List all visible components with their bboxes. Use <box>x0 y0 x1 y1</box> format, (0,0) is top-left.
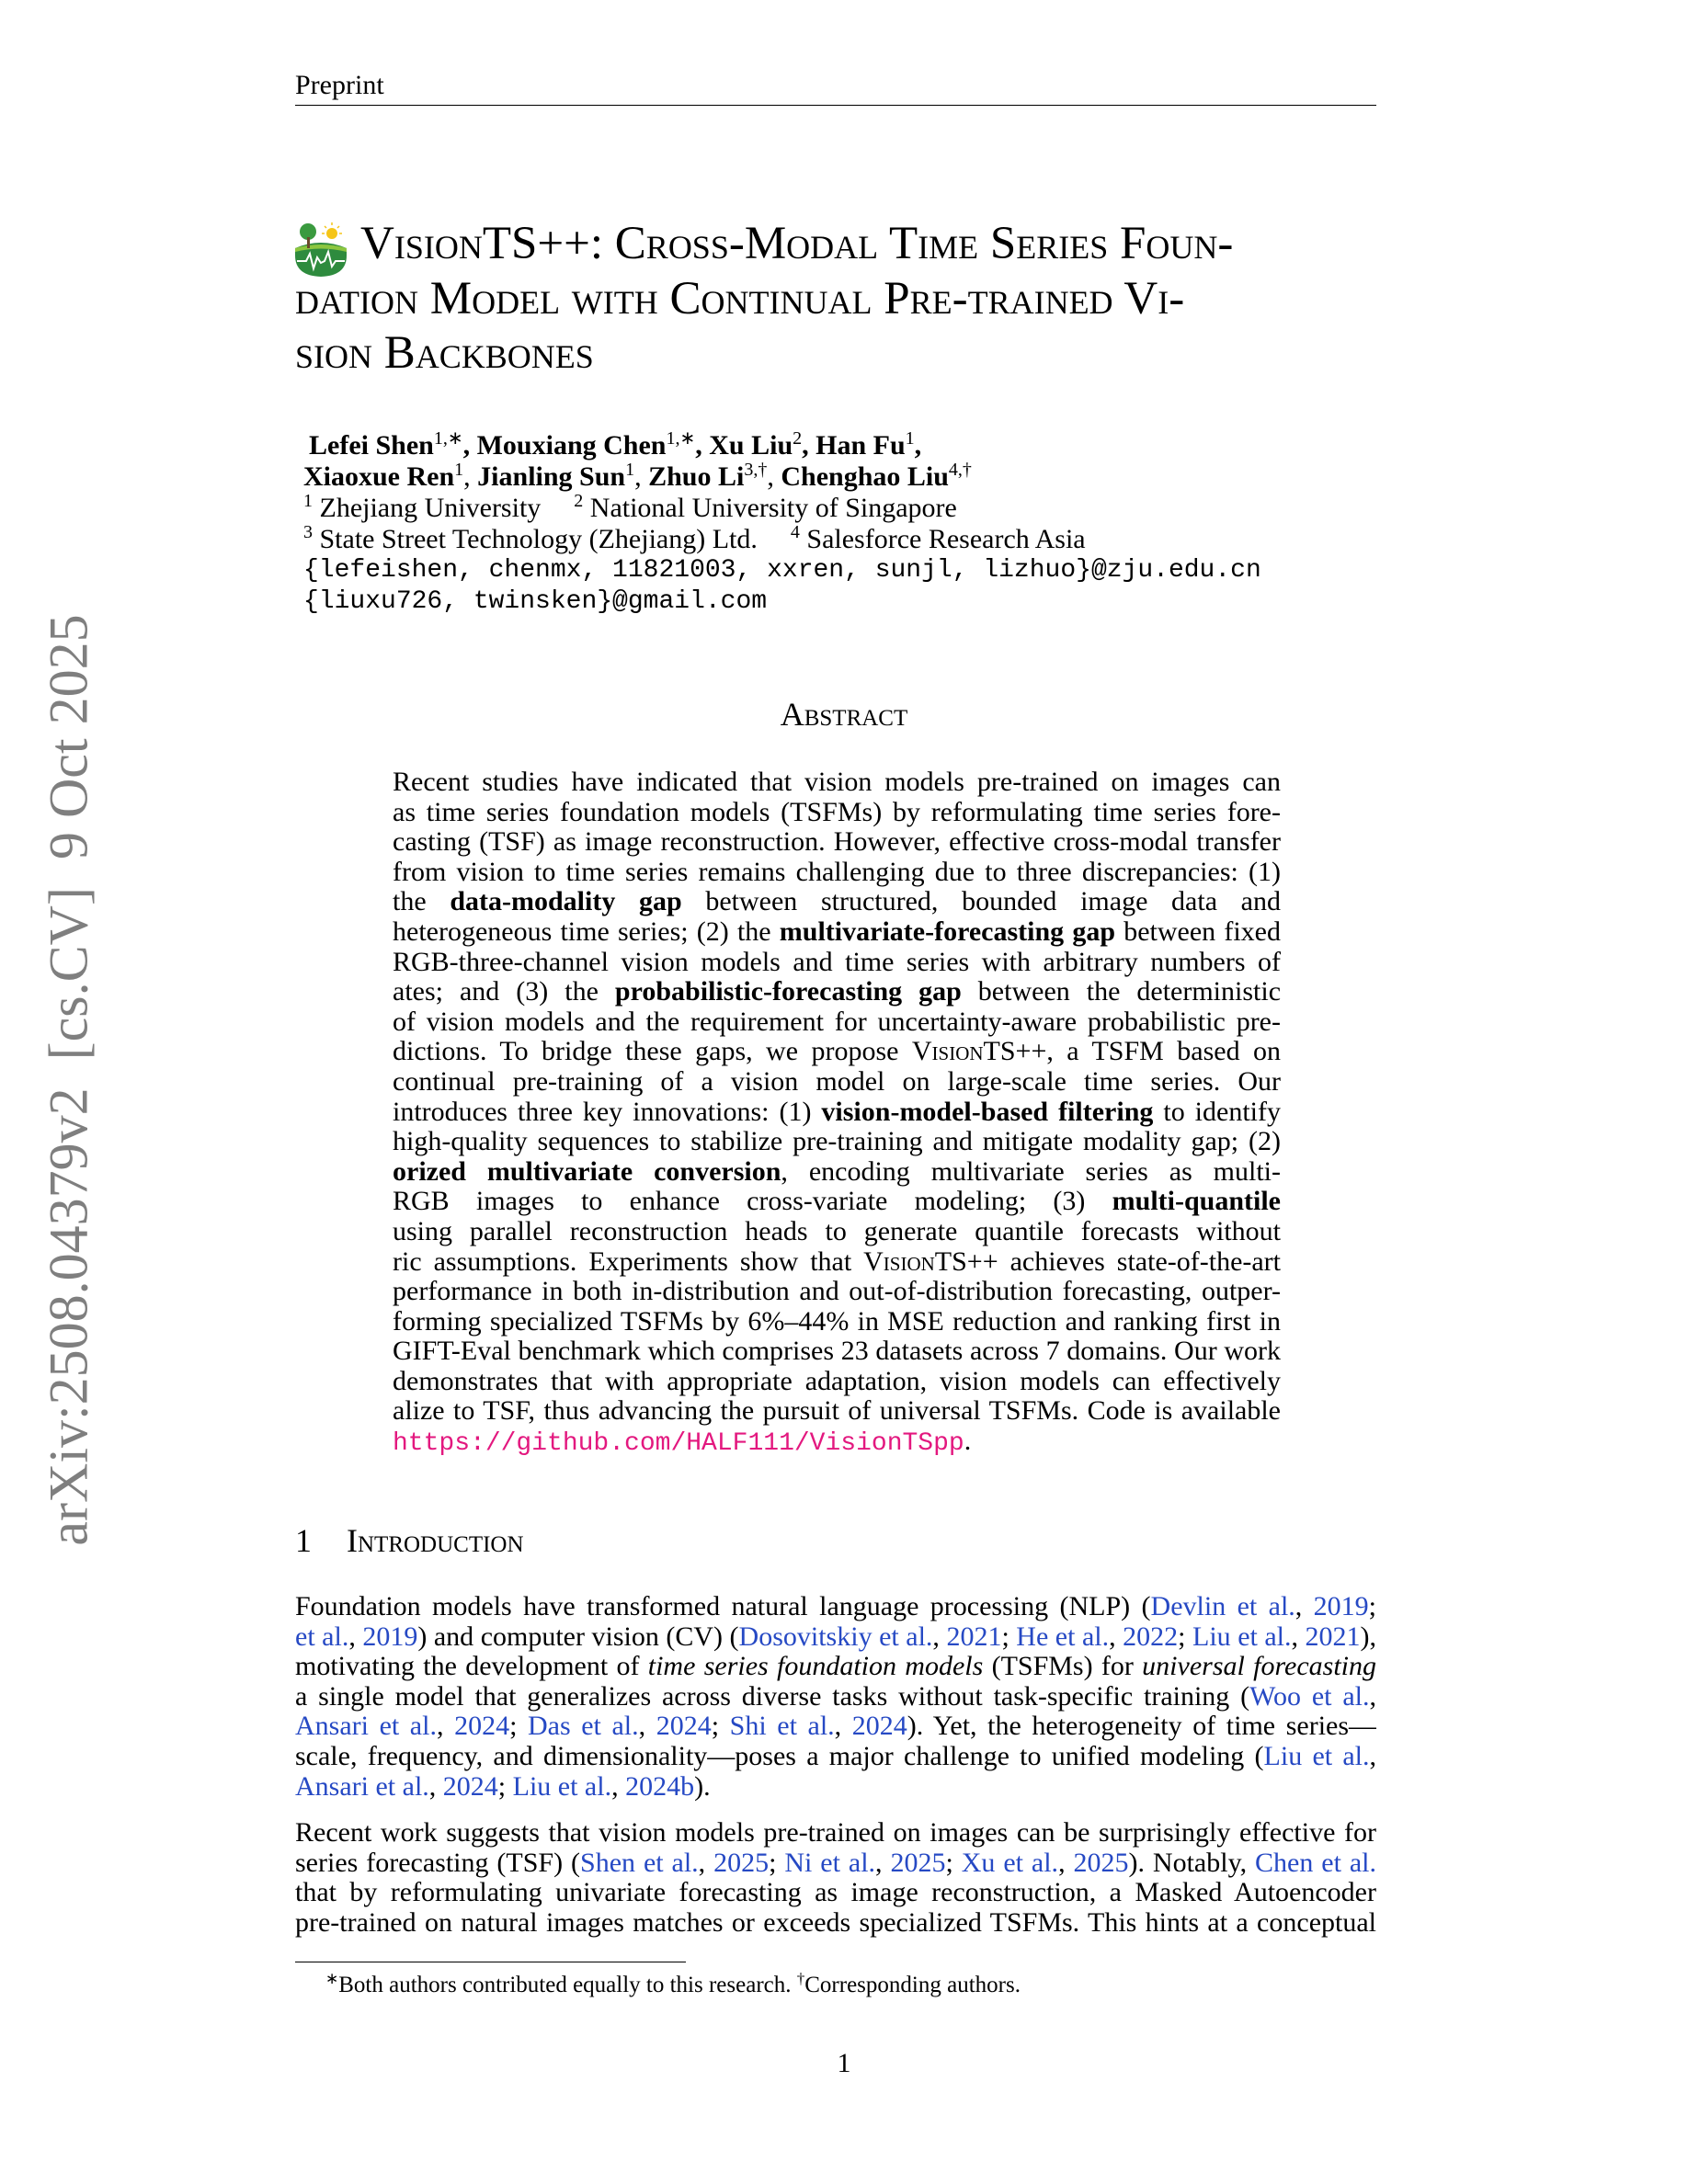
text-span: between fixed <box>1115 916 1281 947</box>
citation-link[interactable]: 2022 <box>1123 1621 1179 1652</box>
citation-link[interactable]: Liu et al. <box>1192 1621 1292 1652</box>
section-title: Introduction <box>347 1522 524 1559</box>
affil-number: 4 <box>790 522 800 542</box>
footnote-text: Both authors contributed equally to this research. <box>338 1973 792 1997</box>
text-line <box>393 1067 1281 1098</box>
citation-link[interactable]: et al. <box>295 1621 349 1652</box>
text-span: ; <box>769 1848 785 1878</box>
text-span: Foundation models have transformed natural language processing (NLP) ( <box>295 1592 1151 1621</box>
affil-number: 2 <box>574 491 584 511</box>
author-affil-mark: 1 <box>625 460 635 480</box>
text-span: , a TSFM based on <box>1046 1037 1281 1067</box>
text-line <box>393 1277 1281 1307</box>
text-span: ; <box>945 1848 962 1878</box>
affil-number: 1 <box>303 491 313 511</box>
author-name: Xu Liu <box>709 430 793 461</box>
affil-number: 3 <box>303 522 313 542</box>
italic-term: time series foundation models <box>647 1652 984 1682</box>
footnote-text: Corresponding authors. <box>804 1973 1021 1997</box>
text-line <box>393 1217 1281 1247</box>
text-span: forming specialized TSFMs by 6%–44% in MSE reduction and ranking first in <box>393 1306 1281 1337</box>
text-line <box>393 1187 1281 1217</box>
text-line <box>393 1307 1281 1337</box>
text-line <box>393 858 1281 888</box>
email-line: {lefeishen, chenmx, 11821003, xxren, sunjl, lizhuo}@zju.edu.cn <box>303 556 1261 585</box>
text-span: ; <box>1001 1621 1017 1652</box>
text-line <box>393 1367 1281 1397</box>
affiliation: State Street Technology (Zhejiang) Ltd. <box>319 524 758 554</box>
text-span: series forecasting (TSF) ( <box>295 1848 581 1878</box>
text-span: that by reformulating univariate forecasting as image reconstruction, a Masked Autoencoder <box>295 1878 1376 1908</box>
text-span: GIFT-Eval benchmark which comprises 23 datasets across 7 domains. Our work <box>393 1337 1281 1367</box>
citation-link[interactable]: 2021 <box>1305 1621 1361 1652</box>
citation-link[interactable]: Devlin et al. <box>1150 1592 1295 1621</box>
citation-link[interactable]: 2024 <box>442 1771 498 1802</box>
text-line <box>295 1772 1376 1803</box>
text-span: motivating the development of <box>295 1652 648 1682</box>
text-span: , <box>698 1848 714 1878</box>
text-span: , <box>638 1712 656 1742</box>
text-line <box>393 1007 1281 1038</box>
citation-link[interactable]: Shi et al. <box>729 1712 835 1742</box>
author-affil-mark: 1,∗ <box>666 428 696 449</box>
text-span: ; <box>1178 1621 1193 1652</box>
text-line <box>393 948 1281 978</box>
text-line <box>295 1878 1376 1908</box>
footnote-mark: ∗ <box>325 1970 339 1987</box>
text-span: , <box>1058 1848 1074 1878</box>
citation-link[interactable]: Woo et al. <box>1249 1681 1370 1712</box>
model-name: VisionTS++ <box>911 1037 1047 1067</box>
text-span: Recent studies have indicated that vision models pre-trained on images can <box>393 768 1281 797</box>
author-name: Zhuo Li <box>648 461 745 492</box>
italic-term: universal forecasting <box>1142 1652 1376 1682</box>
text-span: , <box>1369 1681 1376 1712</box>
author-name: Lefei Shen <box>309 430 434 461</box>
text-span: to identify <box>1153 1097 1281 1127</box>
citation-link[interactable]: 2024 <box>656 1712 712 1742</box>
text-span: ; <box>711 1712 730 1742</box>
text-line <box>295 1848 1376 1879</box>
citation-link[interactable]: Liu et al. <box>512 1771 612 1802</box>
text-span: Recent work suggests that vision models pre-trained on images can be surprisingly effective for <box>295 1818 1376 1848</box>
text-line <box>393 917 1281 948</box>
text-line <box>295 1908 1376 1939</box>
author-affil-mark: 4,† <box>948 460 972 480</box>
text-span: RGB images to enhance cross-variate modeling; (3) <box>393 1187 1112 1217</box>
bold-term: multivariate-forecasting gap <box>779 916 1116 947</box>
text-span: scale, frequency, and dimensionality—poses a major challenge to unified modeling ( <box>295 1741 1264 1771</box>
citation-link[interactable]: 2019 <box>1313 1592 1369 1621</box>
author-name: Mouxiang Chen <box>476 430 667 461</box>
footnote <box>325 1972 1021 1999</box>
text-line <box>295 1592 1376 1622</box>
affiliations-line-1 <box>303 493 957 524</box>
text-span: achieves state-of-the-art <box>998 1246 1281 1277</box>
text-span: (TSFMs) for <box>983 1652 1143 1682</box>
text-line <box>295 1712 1376 1742</box>
text-line <box>393 1247 1281 1278</box>
title-line: VisionTS++: Cross-Modal Time Series Foun- <box>360 218 1234 269</box>
text-span: pre-trained on natural images matches or exceeds specialized TSFMs. This hints at a conceptual <box>295 1907 1376 1938</box>
author-name: Xiaoxue Ren <box>303 461 455 492</box>
text-line <box>393 827 1281 858</box>
text-span: , <box>428 1771 443 1802</box>
intro-paragraph-2 <box>295 1818 1376 1938</box>
text-line <box>393 1127 1281 1157</box>
citation-link[interactable]: Liu et al. <box>1263 1741 1370 1771</box>
text-span: ric assumptions. Experiments show that <box>393 1246 864 1277</box>
text-span: high-quality sequences to stabilize pre-training and mitigate modality gap; (2) <box>393 1127 1281 1157</box>
author-name: Jianling Sun <box>477 461 626 492</box>
author-line-2: Xiaoxue Ren$^1$, Jianling Sun$^1$, Zhuo $Li^{3,\dagger}$, Chenghao Liu$^{4,\dagger}$ <box>303 460 972 492</box>
text-span: introduces three key innovations: (1) <box>393 1097 822 1127</box>
text-line <box>393 798 1281 828</box>
text-span: a single model that generalizes across diverse tasks without task-specific training ( <box>295 1681 1250 1712</box>
affiliation: National University of Singapore <box>589 493 957 523</box>
citation-link[interactable]: 2024b <box>625 1771 695 1802</box>
text-span: ates; and (3) the <box>393 977 615 1007</box>
text-line <box>295 1652 1376 1682</box>
email-line: {liuxu726, twinsken}@gmail.com <box>303 587 768 616</box>
citation-link[interactable]: 2025 <box>713 1848 770 1878</box>
text-span: as time series foundation models (TSFMs) by reformulating time series fore- <box>393 797 1281 827</box>
arxiv-identifier-stamp: arXiv:2508.04379v2 [cs.CV] 9 Oct 2025 <box>38 614 99 1546</box>
page-number: 1 <box>837 2048 851 2078</box>
citation-link[interactable]: 2025 <box>1073 1848 1129 1878</box>
text-span: alize to TSF, thus advancing the pursuit of universal TSFMs. Code is available <box>393 1396 1281 1427</box>
text-span: ). <box>694 1771 711 1802</box>
code-url-link[interactable]: https://github.com/HALF111/VisionTSpp <box>393 1429 964 1457</box>
text-line <box>393 1157 1281 1188</box>
affiliation: Zhejiang University <box>319 493 542 523</box>
bold-term: data-modality gap <box>450 887 682 917</box>
text-span: between structured, bounded image data and <box>705 887 1281 917</box>
text-line <box>393 887 1281 917</box>
text-span: dictions. To bridge these gaps, we propose <box>393 1037 912 1067</box>
text-span: from vision to time series remains challenging due to three discrepancies: (1) <box>393 857 1281 887</box>
text-line <box>295 1818 1376 1848</box>
text-span: ). Notably, <box>1128 1848 1256 1878</box>
text-span: , <box>436 1712 455 1742</box>
text-span: ). Yet, the heterogeneity of time series— <box>907 1712 1376 1742</box>
text-span: ; <box>1368 1592 1376 1621</box>
affiliation: Salesforce Research Asia <box>806 524 1086 554</box>
text-line <box>295 1742 1376 1772</box>
text-line <box>393 768 1281 798</box>
bold-term: multi-quantile <box>1112 1187 1281 1217</box>
model-name: VisionTS++ <box>863 1246 998 1277</box>
text-span: ; <box>509 1712 528 1742</box>
author-affil-mark: 1,∗ <box>433 428 463 449</box>
text-span: continual pre-training of a vision model on large-scale time series. Our <box>393 1066 1281 1097</box>
author-name: Chenghao Liu <box>781 461 949 492</box>
section-number: 1 <box>295 1522 312 1559</box>
text-line <box>295 1622 1376 1653</box>
text-span: . <box>964 1427 972 1457</box>
text-span: of vision models and the requirement for uncertainty-aware probabilistic pre- <box>393 1007 1281 1037</box>
abstract-heading: Abstract <box>780 696 908 733</box>
citation-link[interactable]: 2019 <box>362 1621 418 1652</box>
intro-paragraph-1 <box>295 1592 1376 1802</box>
section-heading-introduction <box>295 1521 524 1560</box>
author-affil-mark: 1 <box>454 460 464 480</box>
text-span: , <box>348 1621 363 1652</box>
text-line <box>393 1396 1281 1427</box>
citation-link[interactable]: Ni et al. <box>784 1848 876 1878</box>
author-line-1: Lefei Shen$^{1,∗}$, Mouxiang Chen$^{1,∗}$, Xu Liu$^2$, Han Fu$^1$, <box>309 428 922 461</box>
text-span: the <box>393 887 451 917</box>
citation-link[interactable]: Ansari et al. <box>295 1771 429 1802</box>
text-span: using parallel reconstruction heads to generate quantile forecasts without <box>393 1216 1281 1246</box>
text-span: , <box>1291 1621 1306 1652</box>
text-span: , <box>611 1771 626 1802</box>
text-span: , <box>932 1621 947 1652</box>
text-span: heterogeneous time series; (2) the <box>393 916 780 947</box>
author-affil-mark: 2 <box>793 428 803 449</box>
citation-link[interactable]: 2024 <box>851 1712 907 1742</box>
text-line <box>393 1427 1281 1457</box>
text-span: ) and computer vision (CV) ( <box>417 1621 739 1652</box>
text-span: , <box>1109 1621 1123 1652</box>
text-span: , <box>834 1712 852 1742</box>
text-span: ; <box>497 1771 513 1802</box>
text-span: ), <box>1360 1621 1376 1652</box>
text-line <box>393 1098 1281 1128</box>
text-line <box>393 1037 1281 1067</box>
citation-link[interactable]: He et al. <box>1016 1621 1110 1652</box>
running-header: Preprint <box>295 70 1376 106</box>
title-line: sion Backbones <box>295 327 594 379</box>
citation-link[interactable]: Ansari et al. <box>295 1712 437 1742</box>
abstract-body <box>393 768 1281 1457</box>
citation-link[interactable]: Dosovitskiy et al. <box>738 1621 933 1652</box>
citation-link[interactable]: 2021 <box>946 1621 1002 1652</box>
bold-term: vision-model-based filtering <box>821 1097 1154 1127</box>
text-span: , <box>875 1848 891 1878</box>
author-affil-mark: 3,† <box>744 460 768 480</box>
text-span: performance in both in-distribution and out-of-distribution forecasting, outper- <box>393 1277 1281 1307</box>
text-line <box>295 1682 1376 1712</box>
citation-link[interactable]: 2024 <box>454 1712 510 1742</box>
text-span: demonstrates that with appropriate adaptation, vision models can effectively <box>393 1366 1281 1396</box>
citation-link[interactable]: Xu et al. <box>961 1848 1059 1878</box>
text-span: casting (TSF) as image reconstruction. However, effective cross-modal transfer <box>393 827 1281 858</box>
text-span: , <box>1295 1592 1314 1621</box>
citation-link[interactable]: Das et al. <box>528 1712 639 1742</box>
bold-term: orized multivariate conversion <box>393 1156 781 1187</box>
author-name: Han Fu <box>815 430 906 461</box>
citation-link[interactable]: Shen et al. <box>580 1848 699 1878</box>
author-affil-mark: 1 <box>905 428 915 449</box>
text-span: , encoding multivariate series as multi- <box>781 1156 1281 1187</box>
text-line <box>393 977 1281 1007</box>
citation-link[interactable]: 2025 <box>890 1848 946 1878</box>
citation-link[interactable]: Chen et al. <box>1255 1848 1376 1878</box>
text-line <box>393 1337 1281 1367</box>
text-span: RGB-three-channel vision models and time series with arbitrary numbers of <box>393 947 1281 977</box>
paper-title <box>295 217 1389 381</box>
footnote-mark: † <box>796 1970 805 1987</box>
title-line: dation Model with Continual Pre-trained Vi- <box>295 272 1185 324</box>
bold-term: probabilistic-forecasting gap <box>614 977 962 1007</box>
text-span: between the deterministic <box>977 977 1281 1007</box>
text-span: , <box>1369 1741 1376 1771</box>
affiliations-line-2 <box>303 524 1086 555</box>
